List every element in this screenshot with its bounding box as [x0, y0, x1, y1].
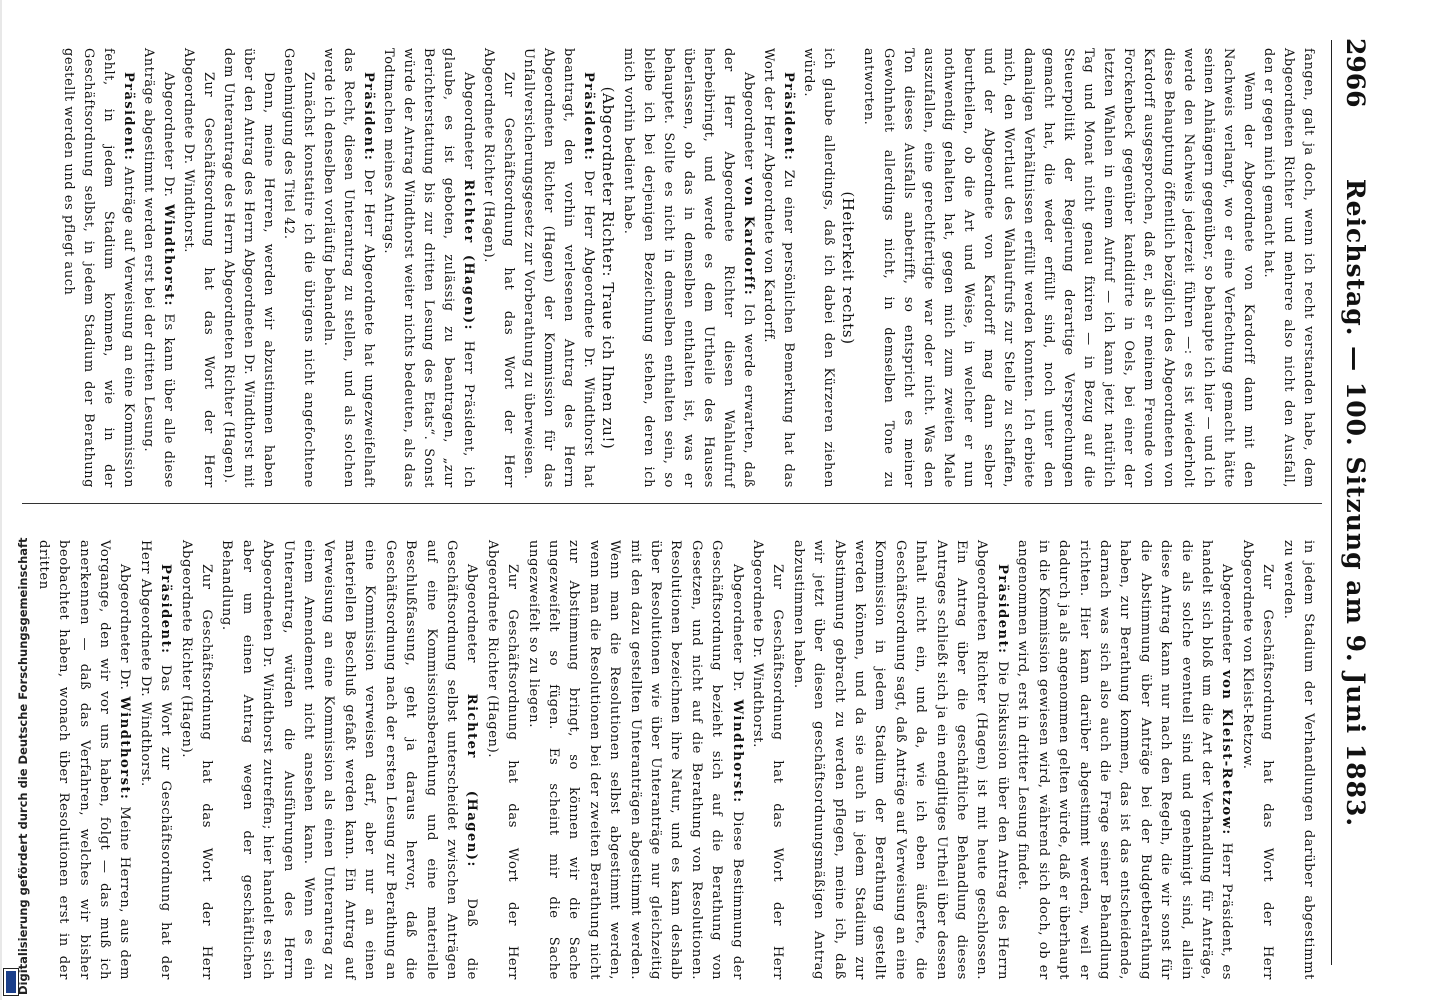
speaker-name: Präsident:	[994, 564, 1010, 655]
speaker-name: Windthorst:	[117, 696, 133, 801]
speaker-name: von Kardorff:	[741, 177, 756, 297]
interjection: (Heiterkeit rechts)	[839, 191, 857, 345]
speaker-name: Windthorst:	[729, 699, 745, 804]
speaker-name: Richter (Hagen):	[461, 179, 476, 331]
speech-text: Der Herr Abgeordnete hat ungezweifelhaft das Recht, diesen Unterantrag zu stellen, und als solchen werde ich denselben vorläufig behandeln.	[321, 48, 376, 488]
speech-text: Herr Präsident, ich glaube, es ist geboten, zulässig zu beantragen, „zur Berichterstattung bis zur dritten Lesung des Etats“. Sonst würde der Antrag Windthorst weiter nichts bedeuten, als das Todtmachen meines Antrags.	[381, 48, 476, 488]
paragraph: ich glaube allerdings, daß ich dabei den Kürzeren ziehen würde.	[801, 48, 836, 488]
paragraph: Zur Geschäftsordnung hat das Wort der Herr Abgeordnete Richter (Hagen).	[178, 540, 215, 980]
speech-text: Es kann über alle diese Anträge abgestimmt werden erst bei der dritten Lesung.	[141, 48, 176, 489]
speaker-prefix: Abgeordneter	[741, 72, 756, 178]
paragraph: in jedem Stadium der Verhandlungen darüber abgestimmt zu werden.	[1280, 540, 1316, 980]
speaker-prefix: Abgeordneter Dr.	[117, 564, 133, 697]
speaker-name: Präsident:	[158, 564, 174, 655]
speaker-prefix: Abgeordneter Dr.	[729, 564, 745, 700]
paragraph: Zunächst konstatire ich die übrigens nicht angefochtene Genehmigung des Titel 42.	[281, 48, 316, 488]
digitization-credit: Digitalisierung gefördert durch die Deutsche Forschungsgemeinschaft	[16, 537, 30, 995]
speaker-prefix: Abgeordneter	[1219, 564, 1235, 671]
speaker-prefix: Abgeordneter Dr.	[161, 72, 176, 205]
paragraph: Zur Geschäftsordnung hat das Wort der Herr Abgeordnete von Kleist-Retzow.	[1239, 540, 1276, 980]
paragraph: Wenn der Abgeordnete von Kardorff dann mit den Nachweis verlangt, wo er eine Verfechtung gemacht hätte seinen Anhängern gegenüber, so behaupte ich hier — und ich werde den Nachweis jederzeit führen —: es ist wiederholt diese Behauptung öffentlich bezüglich des Abgeordneten von Kardorff ausgesprochen, daß er, als er meinem Freunde von Forckenbeck gegenüber kandidirte in Oels, bei einer der letzten Wahlen in einem Aufruf — ich kann jetzt natürlich Tag und Monat nicht genau fixiren — in Bezug auf die Steuerpolitik der Regierung derartige Versprechungen gemacht hat, die weder erfüllt sind, noch unter den damaligen Verhältnissen erfüllt werden konnten. Ich erbiete mich, den Wortlaut des Wahlaufrufs zur Stelle zu schaffen, und der Abgeordnete von Kardorff mag dann selber beurtheilen, ob die Art und Weise, in welcher er nun nothwendig gehalten hat, gegen mich zum zweiten Male auszufallen, eine gerechtfertigte war oder nicht. Was den Ton dieses Ausfalls anbetrifft, so entspricht es meiner Gewohnheit allerdings nicht, in demselben Tone zu antworten.	[861, 48, 1256, 488]
speaker-name: Präsident:	[781, 72, 796, 162]
speech-text: Der Herr Abgeordnete Dr. Windthorst hat beantragt, den vorhin verlesenen Antrag des Herrn Abgeordneten Richter (Hagen) der Kommission für das Unfallversicherungsgesetz zur Vorberathung zu überweisen.	[521, 48, 596, 488]
speech-paragraph	[518, 48, 598, 488]
speech-text: Die Diskussion über den Antrag des Herrn Abgeordneten Richter (Hagen) ist mit heute geschlossen. Ein Antrag über die geschäftliche Behandlung dieses Antrages schließt sich ja ein endgiltiges Urtheil über dessen Inhalt nicht ein, und da, wie ich eben äußerte, die Geschäftsordnung sagt, daß Anträge auf Verweisung an eine Kommission in jedem Stadium der Berathung gestellt werden können, und da sie auch in jedem Stadium zur Abstimmung gebracht zu werden pflegen, meine ich, daß wir jetzt über diesen geschäftsordnungsmäßigen Antrag abzustimmen haben.	[790, 540, 1010, 980]
speech-text: Diese Bestimmung der Geschäftsordnung bezieht sich auf die Berathung von Gesetzen, und nicht auf die Berathung von Resolutionen. Resolutionen bezeichnen ihre Natur, und es kann deshalb über Resolutionen wie über Unteranträge nur gleichzeitig mit den dazu gestellten Unteranträgen abgestimmt werden. Wenn man die Resolutionen selbst abgestimmt werden, wenn man die Resolutionen bei der zweiten Berathung nicht zur Abstimmung bringt, so können wir die Sache ungezweifelt so fügen. Es scheint mir die Sache ungezweifelt so zu liegen.	[525, 540, 745, 981]
speech-paragraph	[32, 540, 134, 980]
speech-text: Herr Präsident, es handelt sich bloß um die Art der Verhandlung für Anträge, die als solche eventuell sind und genehmigt sind, allein diese Antrag kann nur nach den Regeln, die wir sonst für die Abstimmung über Anträge bei der Budgetberathung haben, zur Berathung kommen, das ist das entscheidende, darnach was sich also auch die Frage seiner Behandlung richten. Hier kann darüber abgestimmt werden, weil er dadurch ja als angenommen gelten würde, daß er überhaupt in die Kommission gewiesen wird, während sich doch, ob er angenommen wird, erst in dritter Lesung findet.	[1015, 540, 1235, 981]
speech-paragraph	[618, 48, 758, 488]
interjection: (Abgeordneter Richter: Traue ich Ihnen zu!)	[599, 86, 617, 450]
speaker-prefix: Abgeordneter	[461, 72, 476, 180]
paragraph: Zur Geschäftsordnung hat das Wort der Herr Abgeordnete Dr. Windthorst.	[750, 540, 786, 980]
speaker-name: Richter (Hagen):	[464, 693, 480, 868]
speech-paragraph	[1012, 540, 1236, 980]
right-column	[32, 540, 1318, 980]
speaker-prefix: Abgeordneter	[464, 564, 480, 694]
speech-paragraph	[216, 540, 481, 980]
speech-paragraph	[58, 48, 138, 488]
speech-paragraph	[378, 48, 478, 488]
speaker-name: von Kleist-Retzow:	[1219, 670, 1235, 836]
speaker-name: Präsident:	[121, 72, 136, 162]
paragraph: Zur Geschäftsordnung hat das Wort der Herr Abgeordnete Richter (Hagen).	[481, 48, 516, 488]
speech-paragraph	[138, 48, 178, 488]
page-title: Reichstag. — 100. Sitzung am 9. Juni 1883.	[1341, 178, 1370, 828]
column-separator	[22, 503, 1322, 504]
paragraph: Denn, meine Herren, werden wir abzustimmen haben über den Antrag des Herrn Abgeordneten Dr. Windthorst mit dem Unterantrage des Herrn Abgeordneten Richter (Hagen).	[221, 48, 276, 488]
speech-text: Das Wort zur Geschäftsordnung hat der Herr Abgeordnete Dr. Windthorst.	[137, 540, 174, 980]
scan-edge	[0, 0, 2, 1000]
speaker-name: Windthorst:	[161, 204, 176, 307]
speech-paragraph	[787, 540, 1011, 980]
speech-text: Meine Herren, aus dem Vorgange, den wir vor uns haben, folgt — das muß ich anerkennen — daß das Verfahren, welches wir bisher beobachtet haben, wonach über Resolutionen erst in der dritten	[35, 540, 133, 980]
speech-paragraph	[522, 540, 746, 980]
paragraph: fangen, galt ja doch, wenn ich recht verstanden habe, dem Abgeordneten Richter und mehrere also nicht den Ausfall, den er gegen mich gemacht hat.	[1261, 48, 1316, 488]
speech-text: Anträge auf Verweisung an eine Kommission fehlt, in jedem Stadium kommen, wie in der Geschäftsordnung selbst, in jedem Stadium der Berathung gestellt werden und es pflegt auch	[61, 48, 136, 488]
header-rule	[1331, 40, 1332, 965]
speech-paragraph	[758, 48, 798, 488]
paragraph: Zur Geschäftsordnung hat das Wort der Herr Abgeordnete Dr. Windthorst.	[181, 48, 216, 488]
page-number: 2966	[1341, 38, 1370, 108]
speech-text: Zu einer persönlichen Bemerkung hat das Wort der Herr Abgeordnete von Kardorff.	[761, 48, 796, 488]
speech-paragraph	[318, 48, 378, 488]
speech-text: Daß die Geschäftsordnung selbst unterscheidet zwischen Anträgen auf eine Kommissionsberathung und eine materielle Beschlußfassung, geht ja daraus hervor, daß die Geschäftsordnung nach der ersten Lesung zur Berathung an eine Kommission verweisen darf, aber nur an einen materiellen Beschluß gefaßt werden kann. Ein Antrag auf Verweisung an eine Kommission als einen Unterantrag zu einem Amendement nicht ansehen kann. Wenn es ein Unterantrag, würden die Ausführungen des Herrn Abgeordneten Dr. Windthorst zutreffen; hier handelt es sich aber um einen Antrag wegen der geschäftlichen Behandlung.	[219, 540, 480, 980]
paragraph: Zur Geschäftsordnung hat das Wort der Herr Abgeordnete Richter (Hagen).	[484, 540, 521, 980]
speech-text: Ich werde erwarten, daß der Herr Abgeordnete Richter diesen Wahlaufruf herbeibringt, und werde es dem Urtheile des Hauses überlassen, ob das in demselben enthalten ist, was er behauptet. Sollte es nicht in demselben enthalten sein, so bleibe ich bei derjenigen Bezeichnung stehen, deren ich mich vorhin bedient habe.	[621, 48, 756, 488]
left-column	[58, 48, 1318, 488]
speaker-name: Präsident:	[361, 72, 376, 162]
speaker-name: Präsident:	[581, 72, 596, 162]
page-header	[1332, 38, 1372, 968]
speech-paragraph	[134, 540, 175, 980]
